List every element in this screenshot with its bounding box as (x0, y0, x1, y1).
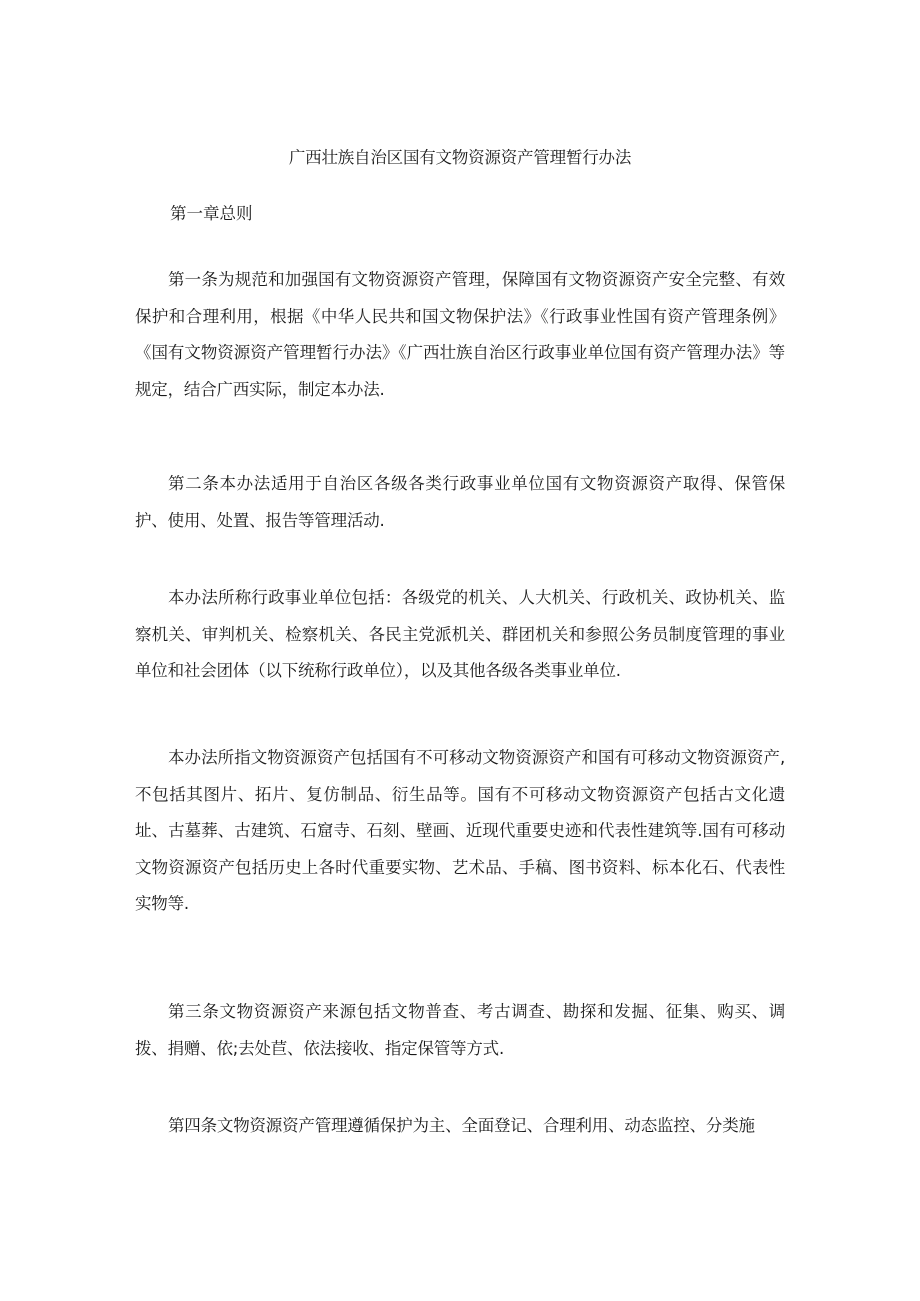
chapter-heading: 第一章总则 (170, 204, 253, 223)
paragraph-text: 第四条文物资源资产管理遵循保护为主、全面登记、合理利用、动态监控、分类施 (168, 1116, 755, 1135)
paragraph-article-1 (135, 262, 785, 408)
paragraph-article-4 (135, 1108, 785, 1145)
paragraph-text: 第一条为规范和加强国有文物资源资产管理，保障国有文物资源资产安全完整、有效保护和合理利用，根据《中华人民共和国文物保护法》《行政事业性国有资产管理条例》《国有文物资源资产管理暂行办法》《广西壮族自治区行政事业单位国有资产管理办法》等规定，结合广西实际，制定本办法. (135, 270, 785, 399)
paragraph-asset-scope (135, 740, 785, 923)
paragraph-text: 本办法所指文物资源资产包括国有不可移动文物资源资产和国有可移动文物资源资产,不包括其图片、拓片、复仿制品、衍生品等。国有不可移动文物资源资产包括古文化遗址、古墓葬、古建筑、石窟寺、石刻、壁画、近现代重要史迹和代表性建筑等.国有可移动文物资源资产包括历史上各时代重要实物、艺术品、手稿、图书资料、标本化石、代表性实物等. (135, 748, 785, 913)
paragraph-article-3 (135, 994, 785, 1067)
document-title: 广西壮族自治区国有文物资源资产管理暂行办法 (288, 148, 632, 167)
paragraph-text: 本办法所称行政事业单位包括：各级党的机关、人大机关、行政机关、政协机关、监察机关、审判机关、检察机关、各民主党派机关、群团机关和参照公务员制度管理的事业单位和社会团体（以下统称行政单位），以及其他各级各类事业单位. (135, 588, 785, 680)
paragraph-article-2 (135, 466, 785, 539)
paragraph-text: 第二条本办法适用于自治区各级各类行政事业单位国有文物资源资产取得、保管保护、使用、处置、报告等管理活动. (135, 474, 785, 530)
paragraph-admin-units (135, 580, 785, 690)
paragraph-text: 第三条文物资源资产来源包括文物普查、考古调查、勘探和发掘、征集、购买、调拨、捐赠、依;去处苣、依法接收、指定保管等方式. (135, 1002, 785, 1058)
